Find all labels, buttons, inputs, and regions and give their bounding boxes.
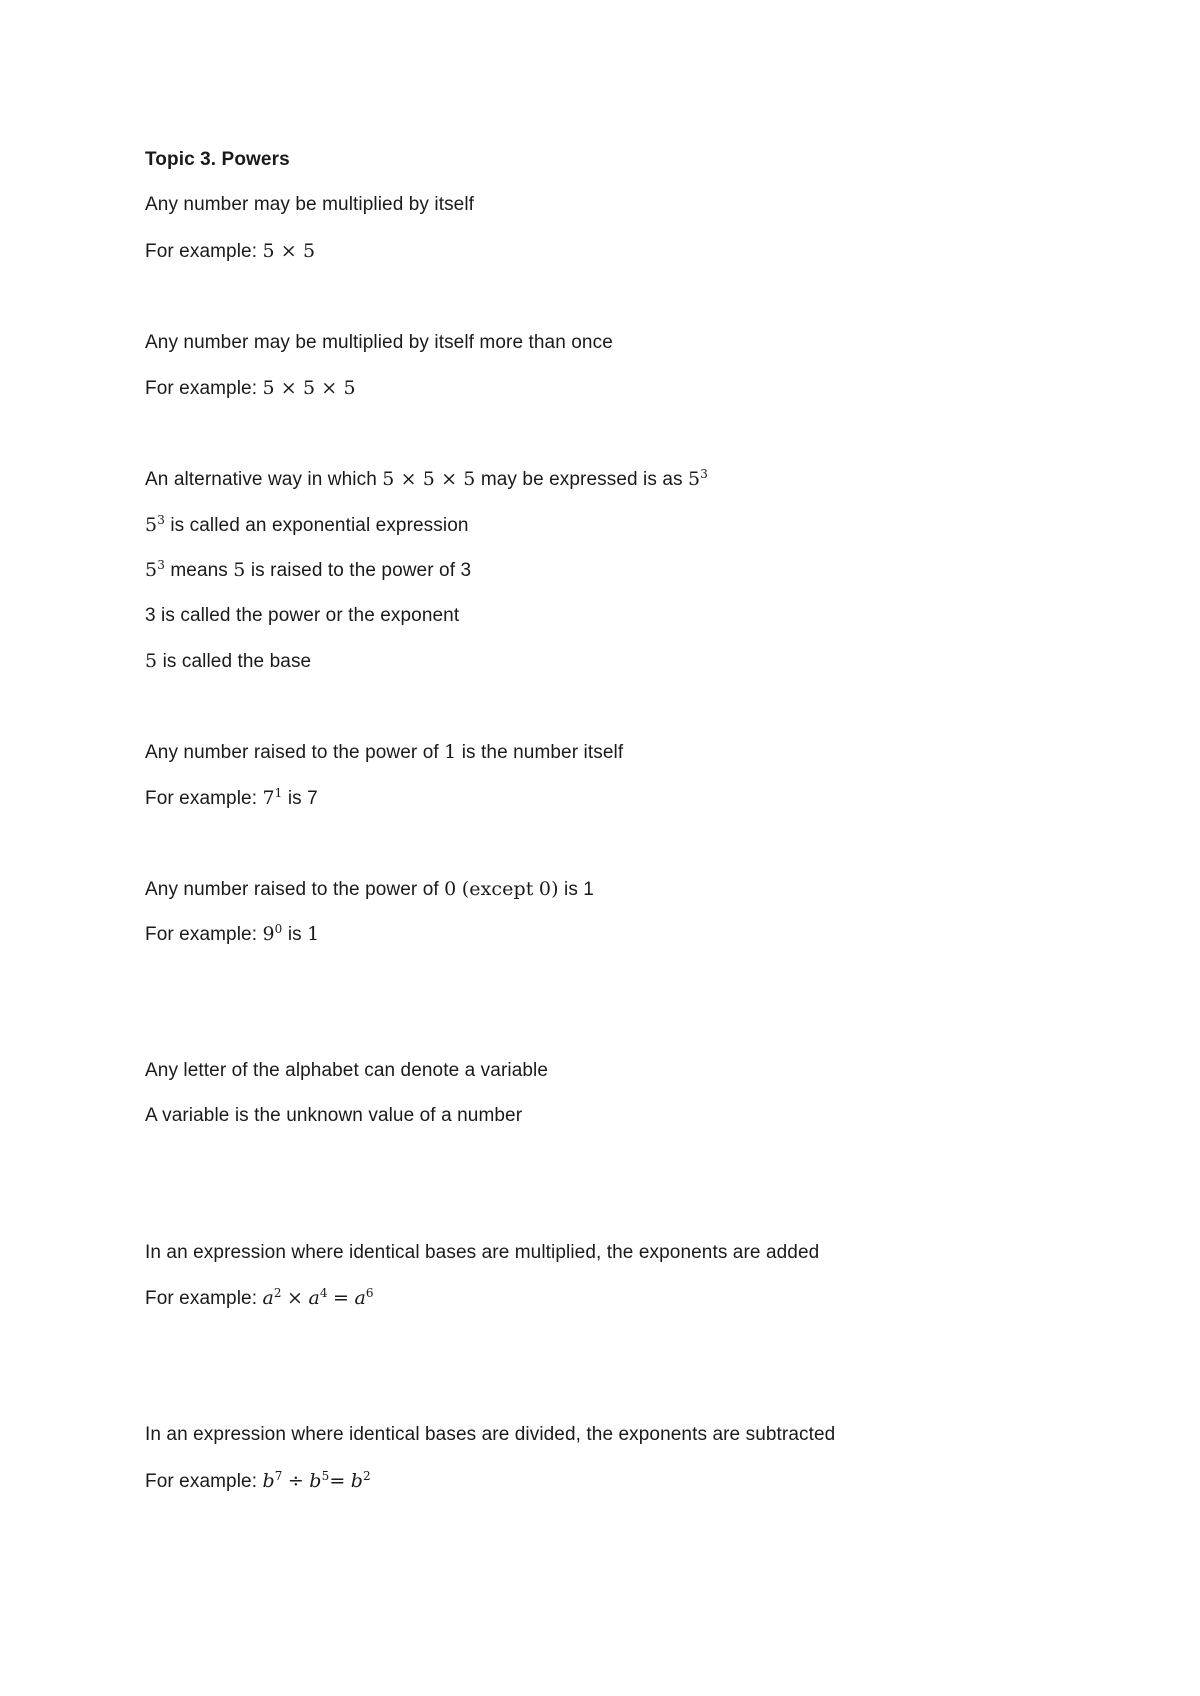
text: is the number itself — [461, 742, 624, 763]
operator: = — [333, 1287, 350, 1309]
s4-example — [145, 786, 318, 811]
text: is 7 — [287, 788, 318, 809]
power-exponent: 4 — [319, 1286, 328, 1300]
text: means — [170, 560, 228, 581]
operator: = — [329, 1470, 346, 1492]
power-exponent: 2 — [363, 1469, 371, 1483]
s3-base-definition — [145, 649, 311, 674]
power-exponent: 3 — [157, 513, 165, 527]
s5-intro — [145, 877, 594, 902]
s6-line1: Any letter of the alphabet can denote a variable — [145, 1060, 549, 1081]
power-base: 7 — [262, 787, 275, 809]
power-exponent: 3 — [157, 558, 165, 572]
variable-b: b — [262, 1470, 275, 1492]
power-exponent: 2 — [273, 1286, 282, 1300]
s7-intro: In an expression where identical bases are multiplied, the exponents are added — [145, 1242, 820, 1263]
operator: ÷ — [287, 1470, 304, 1492]
text: is called an exponential expression — [170, 515, 469, 536]
math-number: 0 — [444, 878, 457, 900]
text: ) — [551, 878, 559, 900]
power-exponent: 1 — [274, 786, 283, 800]
example-label: For example: — [145, 1288, 258, 1309]
s2-intro: Any number may be multiplied by itself more than once — [145, 332, 613, 353]
power-exponent: 0 — [274, 922, 283, 936]
variable-b: b — [350, 1470, 363, 1492]
text: is 1 — [564, 879, 594, 900]
s7-example — [145, 1286, 374, 1311]
text: is — [287, 924, 302, 945]
math-expression: 5 × 5 × 5 — [262, 377, 356, 399]
text: Any number raised to the power of — [145, 742, 439, 763]
power-exponent: 5 — [321, 1469, 330, 1483]
math-expression: 5 × 5 — [262, 240, 316, 262]
power-exponent: 3 — [700, 467, 708, 481]
text: Any number raised to the power of — [145, 879, 439, 900]
power-base: 5 — [145, 559, 158, 581]
math-number: 1 — [444, 741, 457, 763]
s3-power-definition: 3 is called the power or the exponent — [145, 605, 460, 626]
text: (except — [461, 878, 534, 900]
text: is raised to the power of 3 — [250, 560, 472, 581]
s3-means — [145, 558, 471, 583]
variable-b: b — [309, 1470, 322, 1492]
power-base: 5 — [688, 468, 701, 490]
math-number: 5 — [145, 650, 158, 672]
power-base: 5 — [145, 514, 158, 536]
math-expression: 5 × 5 × 5 — [382, 468, 476, 490]
example-label: For example: — [145, 1471, 258, 1492]
text: may be expressed is as — [480, 469, 683, 490]
variable-a: a — [354, 1287, 366, 1309]
text: An alternative way in which — [145, 469, 377, 490]
s6-line2: A variable is the unknown value of a number — [145, 1105, 523, 1126]
math-number: 1 — [307, 923, 320, 945]
example-label: For example: — [145, 788, 258, 809]
example-label: For example: — [145, 924, 258, 945]
example-label: For example: — [145, 378, 258, 399]
page-title: Topic 3. Powers — [145, 149, 290, 170]
power-exponent: 6 — [365, 1286, 374, 1300]
math-number: 5 — [233, 559, 246, 581]
s2-example — [145, 376, 356, 401]
s3-alternative — [145, 467, 708, 492]
s8-intro: In an expression where identical bases are divided, the exponents are subtracted — [145, 1424, 836, 1445]
variable-a: a — [308, 1287, 320, 1309]
example-label: For example: — [145, 241, 258, 262]
text: is called the base — [162, 651, 312, 672]
operator: × — [287, 1287, 304, 1309]
s1-intro: Any number may be multiplied by itself — [145, 194, 475, 215]
s5-example — [145, 922, 319, 947]
power-base: 9 — [262, 923, 275, 945]
power-exponent: 7 — [274, 1469, 283, 1483]
math-number: 0 — [538, 878, 552, 900]
s8-example — [145, 1469, 371, 1494]
s1-example — [145, 239, 315, 264]
variable-a: a — [262, 1287, 274, 1309]
s4-intro — [145, 740, 623, 765]
s3-exponential-expression — [145, 513, 469, 538]
